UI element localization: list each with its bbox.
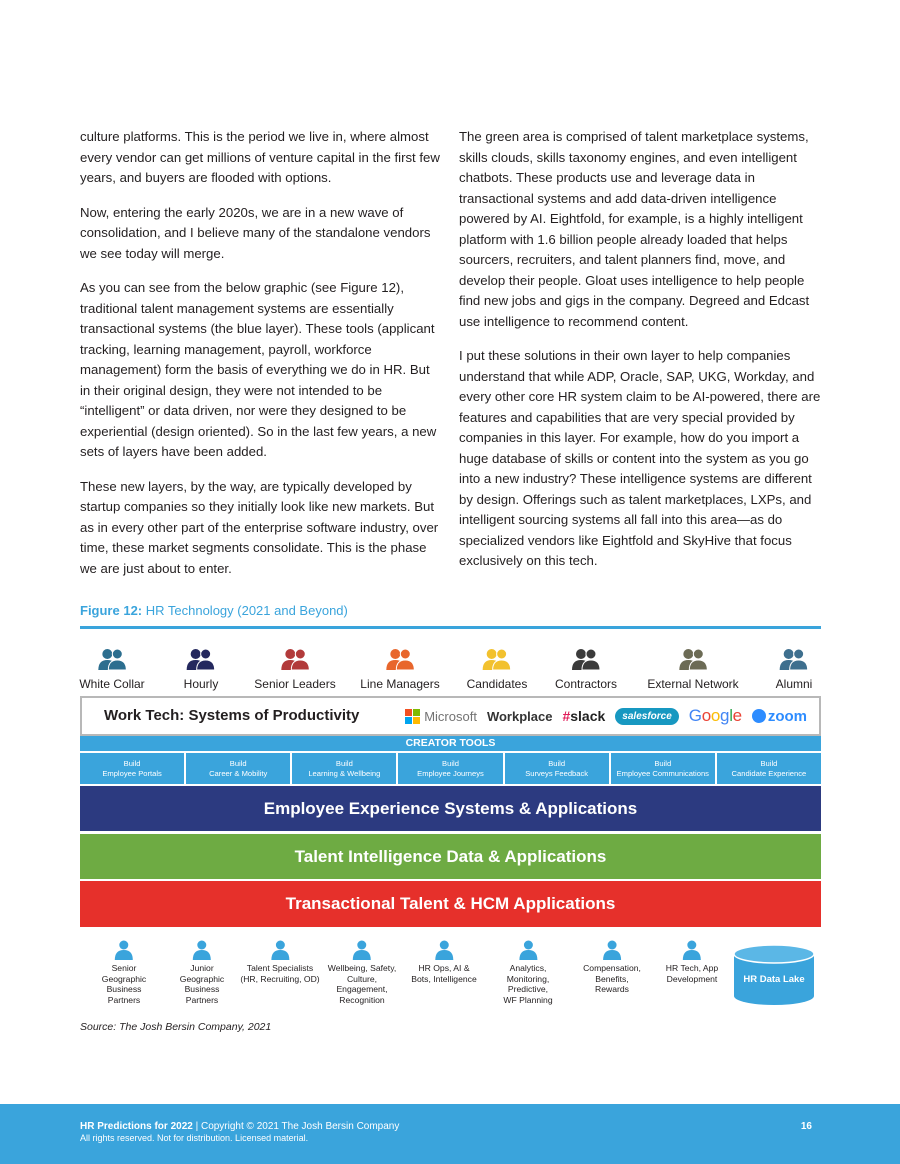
build-tile <box>186 753 290 784</box>
person-icon <box>192 940 212 960</box>
slack-icon: # <box>562 708 571 724</box>
hr-role <box>328 940 396 1005</box>
hr-role-label: Analytics, Monitoring, Predictive, WF Planning <box>503 963 553 1005</box>
build-tile-top: Build <box>442 759 459 768</box>
workplace-logo: Workplace <box>486 708 553 724</box>
build-tile-top: Build <box>654 759 672 768</box>
slack-logo <box>562 708 605 724</box>
build-tile <box>505 753 609 784</box>
person-icon <box>602 940 622 960</box>
build-tile <box>611 753 715 784</box>
person-icon <box>518 940 538 960</box>
build-tile-top: Build <box>335 759 353 768</box>
persona-candidates <box>467 648 528 691</box>
persona-label: External Network <box>647 677 739 691</box>
persona-label: Candidates <box>466 677 528 691</box>
person-icon <box>434 940 454 960</box>
persona-alumni <box>776 648 813 691</box>
page-footer <box>0 1104 900 1164</box>
persona-label: Alumni <box>775 677 813 691</box>
paragraph: culture platforms. This is the period we live in, where almost every vendor can get millions of venture capital in the first few years, and buyers are flooded with options. <box>80 129 440 185</box>
build-tile-top: Build <box>548 759 566 768</box>
build-tile-top: Build <box>229 759 247 768</box>
hr-role-label: HR Tech, App Development <box>665 963 719 984</box>
talent-intelligence-layer: Talent Intelligence Data & Applications <box>80 834 821 879</box>
build-tile-label: Employee Communications <box>616 769 709 778</box>
zoom-icon <box>752 709 766 723</box>
hr-role <box>666 940 718 984</box>
paragraph: I put these solutions in their own layer to help companies understand that while ADP, Oracle, SAP, UKG, Workday, and every other core HR system claim to be AI-powered, there are features and capabilities that are very special provided by companies in this layer. For example, how do you import a huge database of skills or content into the system as you go into a new industry? These intelligence systems are different by design. Offerings such as talent marketplaces, LXPs, and intelligent sourcing systems all fall into this area—as do specialized vendors like Eightfold and SkyHive that focus exclusively on this tech. <box>459 348 821 568</box>
footer-copyright: | Copyright © 2021 The Josh Bersin Company <box>192 1121 400 1132</box>
build-tile <box>398 753 502 784</box>
body-column-left <box>80 127 442 593</box>
build-tile-top: Build <box>123 759 141 768</box>
persona-label: Contractors <box>554 677 618 691</box>
slack-text: slack <box>570 708 606 724</box>
build-tile-label: Candidate Experience <box>731 769 807 778</box>
build-tile <box>717 753 821 784</box>
employee-experience-layer: Employee Experience Systems & Applications <box>80 786 821 831</box>
paragraph: The green area is comprised of talent marketplace systems, skills clouds, skills taxonomy engines, and even intelligent chatbots. These products use and leverage data in transactional systems and add data-driven intelligence powered by AI. Eightfold, for example, is a highly intelligent platform with 1.6 billion people already loaded that helps sourcers, recruiters, and talent planners find, move, and develop their people. Gloat uses intelligence to help people find new jobs and gigs in the company. Degreed and Edcast use intelligence to recommend content. <box>459 129 810 329</box>
persona-label: White Collar <box>79 677 145 691</box>
body-column-right <box>459 127 821 586</box>
transactional-talent-layer: Transactional Talent & HCM Applications <box>80 881 821 927</box>
build-tile-top: Build <box>760 759 778 768</box>
build-tile-label: Employee Portals <box>102 769 162 778</box>
zoom-text: zoom <box>767 707 807 725</box>
microsoft-text: Microsoft <box>424 708 477 724</box>
hr-role-label: Talent Specialists (HR, Recruiting, OD) <box>240 963 320 984</box>
hr-role <box>240 940 319 984</box>
footer-rights: All rights reserved. Not for distribution. Licensed material. <box>80 1133 309 1143</box>
vendor-logos <box>405 704 807 728</box>
worktech-box <box>80 696 821 736</box>
paragraph: These new layers, by the way, are typically developed by startup companies so they initially look like new markets. But as in every other part of the enterprise software industry, over time, these market segments consolidate. This is the phase we are just about to enter. <box>80 478 439 576</box>
paragraph: As you can see from the below graphic (see Figure 12), traditional talent management systems are essentially transactional systems (the blue layer). These tools (applicant tracking, learning management, payroll, workforce management) form the basis of everything we do in HR. But in their original design, they were not intended to be “intelligent” or data driven, nor were they designed to be experiential (design oriented). So in the last few years, a new sets of layers have been added. <box>80 280 437 459</box>
paragraph: Now, entering the early 2020s, we are in a new wave of consolidation, and I believe many of the standalone vendors we see today will merge. <box>80 204 431 261</box>
person-icon <box>114 940 134 960</box>
persona-white-collar <box>79 648 144 691</box>
persona-hourly <box>184 648 219 691</box>
figure-caption <box>80 603 348 618</box>
footer-title: HR Predictions for 2022 <box>80 1121 193 1132</box>
person-icon <box>270 940 290 960</box>
hr-role-label: Compensation, Benefits, Rewards <box>583 963 641 994</box>
build-tile-label: Career & Mobility <box>209 769 268 778</box>
persona-external-network <box>647 648 738 691</box>
group-people-icon <box>678 648 708 670</box>
figure-number: Figure 12: <box>80 603 143 618</box>
hr-role-label: HR Ops, AI & Bots, Intelligence <box>411 963 477 984</box>
microsoft-icon <box>405 709 420 724</box>
persona-contractors <box>555 648 617 691</box>
creator-tools-bar: CREATOR TOOLS <box>80 736 821 751</box>
persona-senior-leaders <box>254 648 335 691</box>
group-people-icon <box>280 648 310 670</box>
hr-role <box>583 940 641 995</box>
persona-row <box>80 648 821 692</box>
build-tile-label: Surveys Feedback <box>525 769 589 778</box>
hr-role <box>411 940 476 984</box>
build-tiles <box>80 753 821 784</box>
group-people-icon <box>186 648 216 670</box>
person-icon <box>682 940 702 960</box>
google-logo: Google <box>688 706 742 725</box>
figure-source: Source: The Josh Bersin Company, 2021 <box>80 1021 272 1033</box>
build-tile <box>80 753 184 784</box>
hr-role <box>180 940 224 1005</box>
hr-role <box>503 940 552 1005</box>
page-number: 16 <box>800 1121 812 1132</box>
hr-role-label: Senior Geographic Business Partners <box>101 963 147 1005</box>
group-people-icon <box>97 648 127 670</box>
figure-rule <box>80 626 821 629</box>
build-tile-label: Employee Journeys <box>417 769 484 778</box>
group-people-icon <box>571 648 601 670</box>
group-people-icon <box>385 648 415 670</box>
persona-line-managers <box>360 648 439 691</box>
persona-label: Hourly <box>183 677 219 691</box>
hr-role <box>102 940 146 1005</box>
hr-role-label: Junior Geographic Business Partners <box>179 963 225 1005</box>
salesforce-logo: salesforce <box>615 708 678 725</box>
zoom-logo <box>752 708 807 725</box>
microsoft-logo <box>405 709 477 724</box>
hr-roles-row <box>80 940 821 1010</box>
build-tile-label: Learning & Wellbeing <box>308 769 381 778</box>
person-icon <box>352 940 372 960</box>
persona-label: Line Managers <box>360 677 440 691</box>
build-tile <box>292 753 396 784</box>
worktech-title: Work Tech: Systems of Productivity <box>104 707 360 724</box>
hr-role-label: Wellbeing, Safety, Culture, Engagement, Recognition <box>327 963 397 1005</box>
data-lake-label: HR Data Lake <box>743 974 805 985</box>
group-people-icon <box>779 648 809 670</box>
group-people-icon <box>482 648 512 670</box>
figure-title: HR Technology (2021 and Beyond) <box>142 603 348 618</box>
persona-label: Senior Leaders <box>254 677 336 691</box>
footer-line <box>80 1121 399 1132</box>
hr-data-lake <box>733 944 815 1006</box>
